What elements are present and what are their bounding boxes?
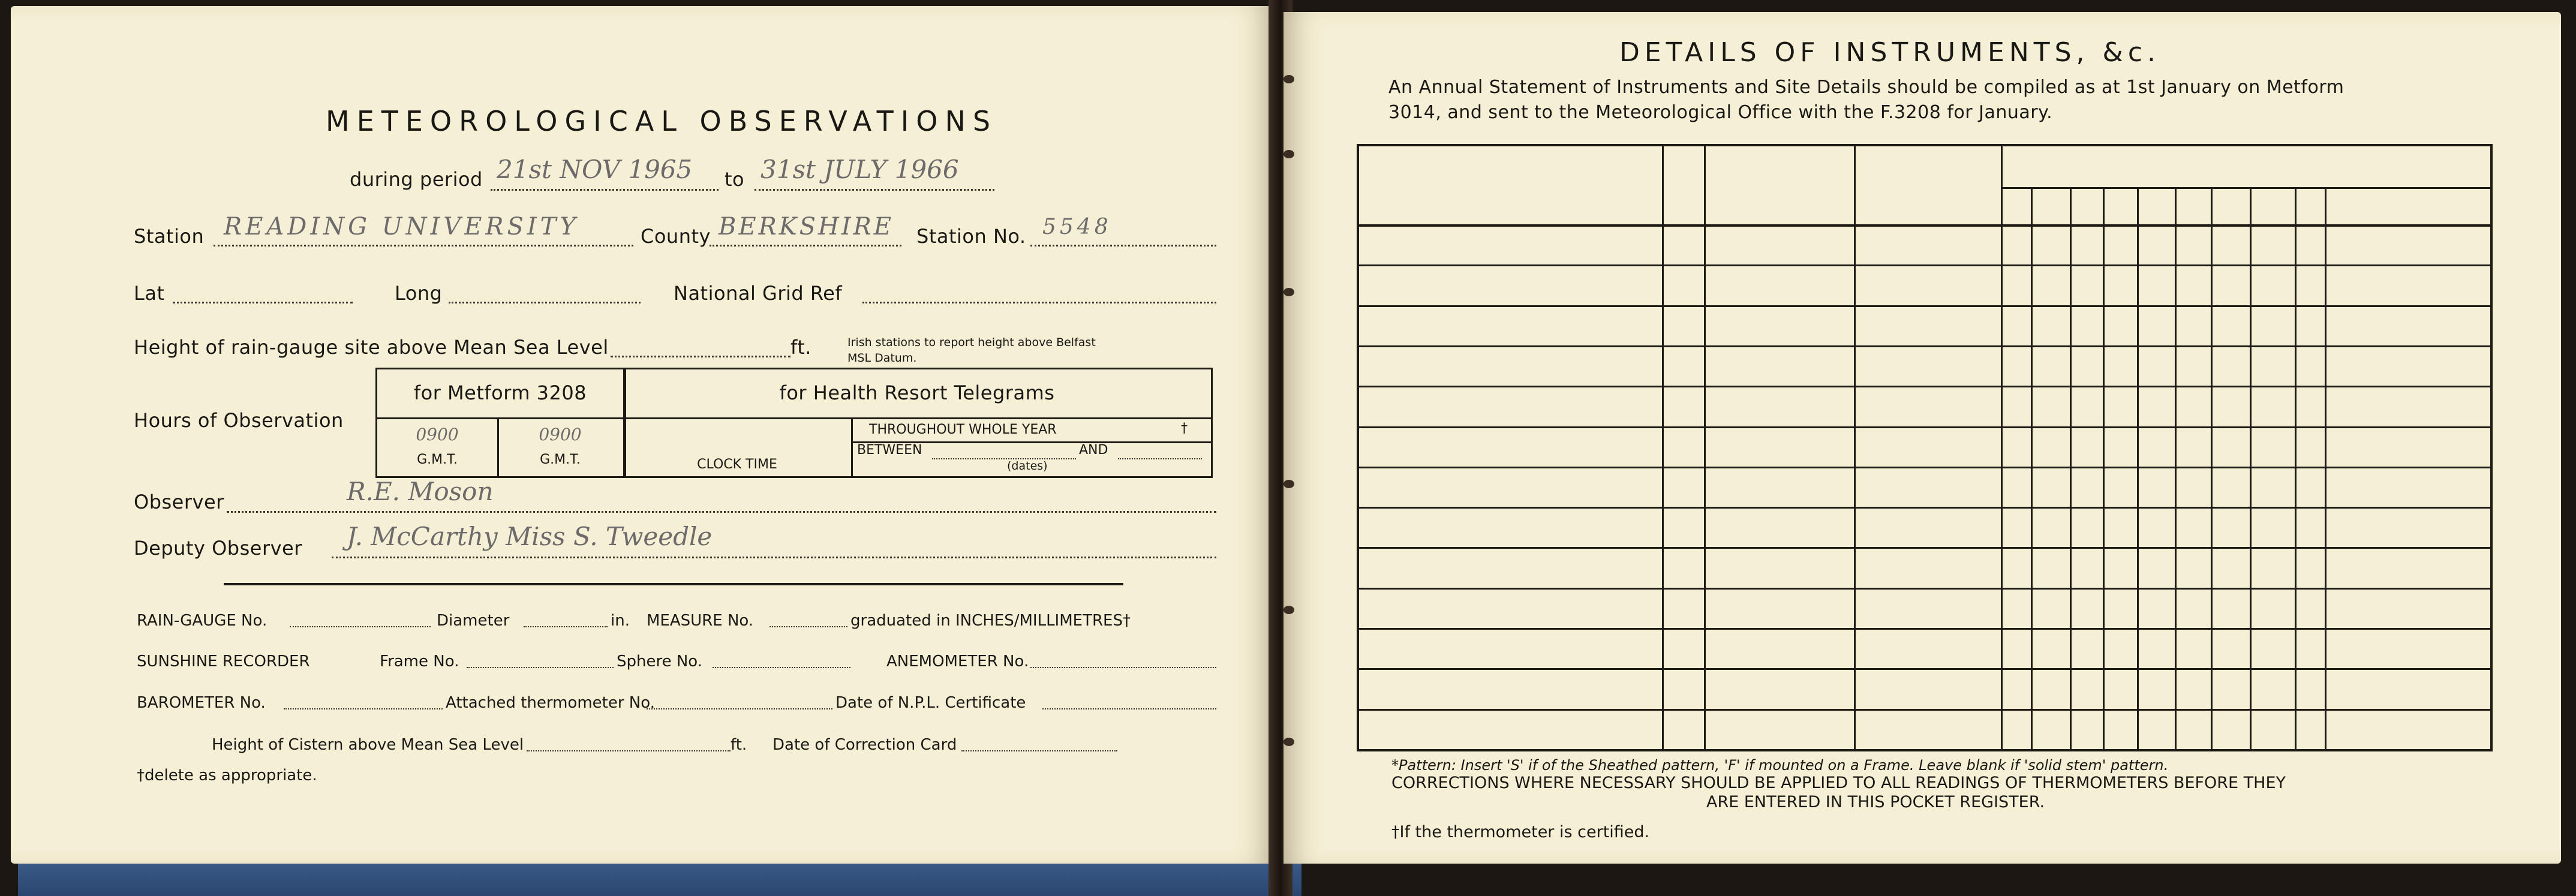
and-label: AND — [1079, 443, 1108, 458]
observer-label: Observer — [134, 491, 224, 513]
metform-header: for Metform 3208 — [413, 381, 587, 404]
intro-line-2: 3014, and sent to the Meteorological Office with the F.3208 for January. — [1388, 102, 2053, 123]
diameter-label: Diameter — [437, 612, 510, 630]
period-label: during period — [350, 168, 483, 191]
corrections-line-2: ARE ENTERED IN THIS POCKET REGISTER. — [1706, 793, 2045, 811]
npl-date-label: Date of N.P.L. Certificate — [835, 694, 1026, 712]
lat-label: Lat — [134, 282, 165, 305]
health-header: for Health Resort Telegrams — [779, 381, 1055, 404]
hours-table — [375, 368, 1213, 478]
station-value: READING UNIVERSITY — [224, 213, 579, 240]
metform-time-2: 0900 — [539, 425, 582, 444]
station-no-value: 5548 — [1042, 215, 1112, 239]
certified-note: †If the thermometer is certified. — [1391, 823, 1650, 841]
metform-time-1: 0900 — [416, 425, 459, 444]
left-page — [11, 6, 1273, 864]
in-unit: in. — [611, 612, 630, 630]
period-to-label: to — [725, 168, 745, 191]
long-label: Long — [395, 282, 443, 305]
attached-label: Attached thermometer No. — [446, 694, 655, 712]
barometer-label: BAROMETER No. — [137, 694, 266, 712]
height-label: Height of rain-gauge site above Mean Sea Level — [134, 336, 609, 359]
instruments-table — [1357, 144, 2493, 751]
correction-card-label: Date of Correction Card — [773, 736, 957, 754]
corrections-line-1: CORRECTIONS WHERE NECESSARY SHOULD BE APPLIED TO ALL READINGS OF THERMOMETERS BEFORE THEY — [1391, 774, 2286, 792]
hours-label: Hours of Observation — [134, 409, 344, 432]
county-label: County — [641, 225, 711, 248]
cistern-label: Height of Cistern above Mean Sea Level — [212, 736, 524, 754]
deputy-value: J. McCarthy Miss S. Tweedle — [347, 522, 713, 551]
rain-gauge-label: RAIN-GAUGE No. — [137, 612, 267, 630]
dates-label: (dates) — [1007, 459, 1048, 473]
frame-label: Frame No. — [380, 653, 459, 671]
deputy-label: Deputy Observer — [134, 537, 302, 560]
dagger: † — [1181, 421, 1188, 436]
ft-unit: ft. — [731, 736, 747, 754]
gmt-1: G.M.T. — [417, 452, 458, 467]
station-label: Station — [134, 225, 205, 248]
gmt-2: G.M.T. — [540, 452, 581, 467]
graduated-label: graduated in INCHES/MILLIMETRES† — [850, 612, 1131, 630]
measure-label: MEASURE No. — [647, 612, 754, 630]
left-page-title: METEOROLOGICAL OBSERVATIONS — [326, 105, 998, 137]
grid-ref-label: National Grid Ref — [674, 282, 843, 305]
station-no-label: Station No. — [916, 225, 1026, 248]
clock-time: CLOCK TIME — [697, 457, 777, 472]
between-label: BETWEEN — [857, 443, 922, 458]
county-value: BERKSHIRE — [719, 213, 894, 240]
blue-cover-edge — [18, 864, 1301, 896]
right-page-title: DETAILS OF INSTRUMENTS, &c. — [1619, 37, 2160, 68]
period-from: 21st NOV 1965 — [497, 155, 693, 184]
throughout-year: THROUGHOUT WHOLE YEAR — [869, 422, 1057, 437]
pattern-note: *Pattern: Insert 'S' if of the Sheathed pattern, 'F' if mounted on a Frame. Leave blank if 'solid stem' pattern. — [1391, 757, 2169, 774]
height-unit: ft. — [790, 336, 811, 359]
sphere-label: Sphere No. — [617, 653, 703, 671]
height-note: Irish stations to report height above Belfast MSL Datum. — [847, 336, 1096, 365]
sunshine-label: SUNSHINE RECORDER — [137, 653, 310, 671]
intro-line-1: An Annual Statement of Instruments and Site Details should be compiled as at 1st January on Metform — [1388, 77, 2344, 98]
delete-note: †delete as appropriate. — [137, 766, 317, 784]
observer-value: R.E. Moson — [347, 477, 494, 506]
anemometer-label: ANEMOMETER No. — [886, 653, 1029, 671]
period-to: 31st JULY 1966 — [761, 155, 959, 184]
